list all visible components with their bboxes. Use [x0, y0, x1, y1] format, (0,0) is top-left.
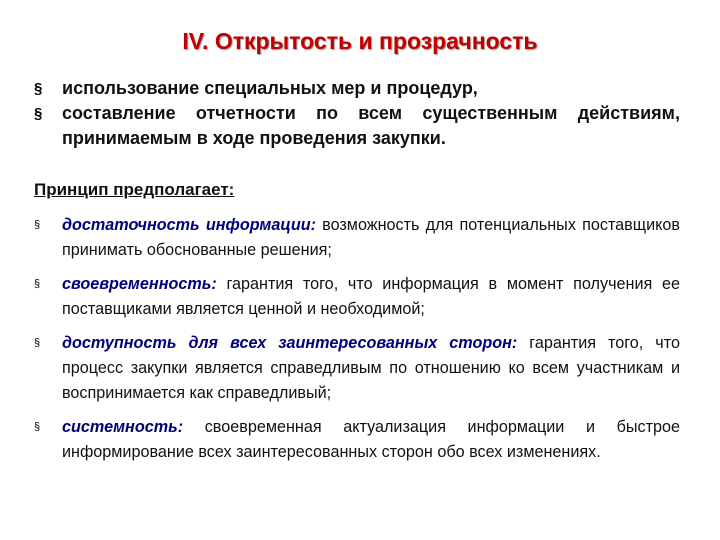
principle-description: своевременная актуализация информации и быстрое информирование всех заинтересованных сторон обо всех изменениях. [62, 418, 680, 461]
principle-description: гарантия того, что информация в момент получения ее поставщиками является ценной и необходимой; [62, 275, 680, 318]
list-item [34, 415, 680, 465]
list-item-text: составление отчетности по всем существенным действиям, принимаемым в ходе проведения закупки. [62, 103, 680, 148]
principle-description: гарантия того, что процесс закупки является справедливым по отношению ко всем участникам и воспринимается как справедливый; [62, 334, 680, 402]
list-item-text: использование специальных мер и процедур, [62, 78, 478, 98]
principle-term: своевременность: [62, 275, 217, 293]
square-bullet-icon: § [34, 337, 41, 349]
square-bullet-icon: § [34, 278, 41, 290]
principle-term: системность: [62, 418, 184, 436]
principle-description: возможность для потенциальных поставщиков принимать обоснованные решения; [62, 216, 681, 259]
list-item [34, 213, 680, 263]
square-bullet-icon: § [34, 105, 43, 122]
square-bullet-icon: § [34, 421, 41, 433]
principle-term: достаточность информации: [62, 216, 316, 234]
list-item [34, 101, 680, 151]
square-bullet-icon: § [34, 80, 43, 97]
principle-heading: Принцип предполагает: [34, 180, 235, 199]
list-item [34, 331, 680, 406]
principle-list [34, 213, 680, 474]
principle-term: доступность для всех заинтересованных сторон: [62, 334, 518, 352]
list-item [34, 76, 680, 101]
top-bullet-list [34, 76, 680, 151]
list-item [34, 272, 680, 322]
square-bullet-icon: § [34, 219, 41, 231]
slide-title: IV. Открытость и прозрачность [182, 28, 538, 54]
